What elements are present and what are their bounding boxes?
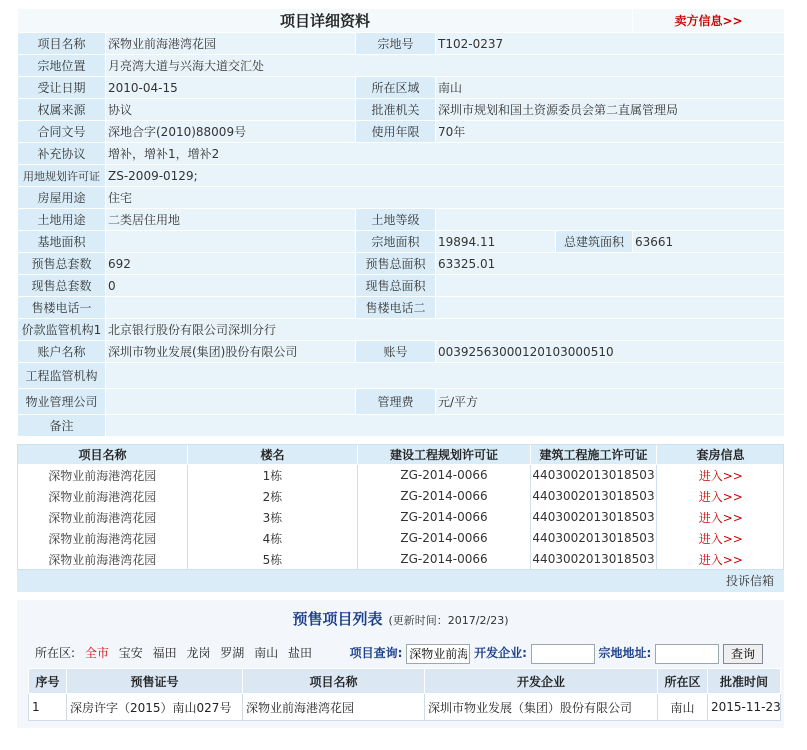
property-company-value — [106, 389, 356, 415]
fund-supervisor-value: 北京银行股份有限公司深圳分行 — [106, 319, 785, 341]
house-use-value: 住宅 — [106, 187, 785, 209]
presale-area-value: 63325.01 — [436, 253, 785, 275]
building-name: 1栋 — [188, 465, 358, 486]
phone2-value — [436, 297, 785, 319]
developer-input[interactable] — [531, 644, 595, 664]
accept-date-label: 受让日期 — [18, 77, 106, 99]
engineering-supervisor-label: 工程监管机构 — [18, 363, 106, 389]
current-units-value: 0 — [106, 275, 356, 297]
building-project: 深物业前海港湾花园 — [18, 549, 188, 570]
list-header-project: 项目名称 — [243, 669, 425, 694]
engineering-supervisor-value — [106, 363, 785, 389]
building-project: 深物业前海港湾花园 — [18, 528, 188, 549]
years-label: 使用年限 — [356, 121, 436, 143]
area-label: 所在区: — [35, 646, 76, 660]
developer-label: 开发企业: — [474, 646, 527, 660]
building-construct-permit: 4403002013018503 — [531, 486, 657, 507]
building-header-construct-permit: 建筑工程施工许可证 — [531, 445, 657, 465]
base-area-label: 基地面积 — [18, 231, 106, 253]
supplement-value: 增补，增补1，增补2 — [106, 143, 785, 165]
presale-updated: (更新时间：2017/2/23) — [388, 614, 509, 627]
row-project-link[interactable]: 深物业前海港湾花园 — [243, 694, 425, 721]
contract-value: 深地合字(2010)88009号 — [106, 121, 356, 143]
total-build-area-label: 总建筑面积 — [556, 231, 633, 253]
supplement-label: 补充协议 — [18, 143, 106, 165]
complaint-mailbox-link[interactable]: 投诉信箱 — [725, 574, 774, 588]
address-input[interactable] — [655, 644, 719, 664]
base-area-value — [106, 231, 356, 253]
mgmt-fee-value: 元/平方 — [436, 389, 785, 415]
remark-value — [106, 415, 785, 437]
land-area-value: 19894.11 — [436, 231, 556, 253]
approval-value: 深圳市规划和国土资源委员会第二直属管理局 — [436, 99, 785, 121]
account-no-value: 00392563000120103000510 — [436, 341, 785, 363]
years-value: 70年 — [436, 121, 785, 143]
phone1-label: 售楼电话一 — [18, 297, 106, 319]
row-date: 2015-11-23 — [708, 694, 781, 721]
project-name-label: 项目名称 — [18, 33, 106, 55]
building-plan-permit: ZG-2014-0066 — [358, 486, 531, 507]
building-header-project: 项目名称 — [18, 445, 188, 465]
total-build-area-value: 63661 — [633, 231, 785, 253]
building-plan-permit: ZG-2014-0066 — [358, 549, 531, 570]
project-query-label: 项目查询: — [349, 646, 403, 660]
planning-permit-value: ZS-2009-0129; — [106, 165, 785, 187]
current-units-label: 现售总套数 — [18, 275, 106, 297]
building-table — [17, 444, 785, 570]
building-name: 5栋 — [188, 549, 358, 570]
row-district: 南山 — [658, 694, 708, 721]
account-name-value: 深圳市物业发展(集团)股份有限公司 — [106, 341, 356, 363]
phone2-label: 售楼电话二 — [356, 297, 436, 319]
presale-section — [17, 600, 784, 728]
phone1-value — [106, 297, 356, 319]
right-source-value: 协议 — [106, 99, 356, 121]
land-use-value: 二类居住用地 — [106, 209, 356, 231]
area-link-longgang[interactable]: 龙岗 — [186, 646, 211, 660]
detail-title: 项目详细资料 — [18, 9, 633, 33]
area-link-yantian[interactable]: 盐田 — [287, 646, 312, 660]
building-row — [18, 549, 785, 570]
land-no-label: 宗地号 — [356, 33, 436, 55]
location-label: 宗地位置 — [18, 55, 106, 77]
account-name-label: 账户名称 — [18, 341, 106, 363]
list-header-no: 序号 — [29, 669, 67, 694]
list-header-developer: 开发企业 — [425, 669, 658, 694]
planning-permit-label: 用地规划许可证 — [18, 165, 106, 187]
building-construct-permit: 4403002013018503 — [531, 507, 657, 528]
district-value: 南山 — [436, 77, 785, 99]
district-label: 所在区域 — [356, 77, 436, 99]
row-cert-link[interactable]: 深房许字（2015）南山027号 — [67, 694, 243, 721]
building-name: 2栋 — [188, 486, 358, 507]
location-value: 月亮湾大道与兴海大道交汇处 — [106, 55, 785, 77]
contract-label: 合同文号 — [18, 121, 106, 143]
presale-area-label: 预售总面积 — [356, 253, 436, 275]
building-header-unit-info: 套房信息 — [657, 445, 785, 465]
land-grade-value — [436, 209, 785, 231]
list-header-district: 所在区 — [658, 669, 708, 694]
building-plan-permit: ZG-2014-0066 — [358, 465, 531, 486]
area-link-baoan[interactable]: 宝安 — [118, 646, 143, 660]
enter-link[interactable]: 进入>> — [657, 528, 785, 549]
building-construct-permit: 4403002013018503 — [531, 465, 657, 486]
building-name: 4栋 — [188, 528, 358, 549]
area-link-nanshan[interactable]: 南山 — [254, 646, 279, 660]
building-plan-permit: ZG-2014-0066 — [358, 528, 531, 549]
building-name: 3栋 — [188, 507, 358, 528]
enter-link[interactable]: 进入>> — [657, 486, 785, 507]
building-header-plan-permit: 建设工程规划许可证 — [358, 445, 531, 465]
building-plan-permit: ZG-2014-0066 — [358, 507, 531, 528]
building-project: 深物业前海港湾花园 — [18, 486, 188, 507]
project-detail-table — [17, 8, 785, 437]
land-area-label: 宗地面积 — [356, 231, 436, 253]
presale-filter-bar — [35, 642, 785, 664]
enter-link[interactable]: 进入>> — [657, 549, 785, 570]
complaint-bar — [17, 570, 784, 592]
building-project: 深物业前海港湾花园 — [18, 507, 188, 528]
project-query-input[interactable] — [406, 644, 470, 664]
area-link-all[interactable]: 全市 — [84, 646, 109, 660]
land-grade-label: 土地等级 — [356, 209, 436, 231]
account-no-label: 账号 — [356, 341, 436, 363]
house-use-label: 房屋用途 — [18, 187, 106, 209]
building-row — [18, 528, 785, 549]
seller-info-link[interactable]: 卖方信息>> — [633, 9, 785, 33]
query-button[interactable]: 查询 — [723, 644, 763, 664]
fund-supervisor-label: 价款监管机构1 — [18, 319, 106, 341]
presale-title: 预售项目列表 — [292, 610, 383, 628]
row-developer: 深圳市物业发展（集团）股份有限公司 — [425, 694, 658, 721]
building-row — [18, 507, 785, 528]
current-area-value — [436, 275, 785, 297]
mgmt-fee-label: 管理费 — [356, 389, 436, 415]
area-link-futian[interactable]: 福田 — [152, 646, 177, 660]
row-no: 1 — [29, 694, 67, 721]
current-area-label: 现售总面积 — [356, 275, 436, 297]
approval-label: 批准机关 — [356, 99, 436, 121]
building-construct-permit: 4403002013018503 — [531, 549, 657, 570]
project-name-value: 深物业前海港湾花园 — [106, 33, 356, 55]
presale-units-label: 预售总套数 — [18, 253, 106, 275]
list-header-cert: 预售证号 — [67, 669, 243, 694]
enter-link[interactable]: 进入>> — [657, 465, 785, 486]
presale-list-table — [28, 668, 781, 721]
presale-units-value: 692 — [106, 253, 356, 275]
building-row — [18, 465, 785, 486]
table-row — [29, 694, 781, 721]
right-source-label: 权属来源 — [18, 99, 106, 121]
property-company-label: 物业管理公司 — [18, 389, 106, 415]
area-link-luohu[interactable]: 罗湖 — [220, 646, 245, 660]
building-construct-permit: 4403002013018503 — [531, 528, 657, 549]
building-project: 深物业前海港湾花园 — [18, 465, 188, 486]
building-header-name: 楼名 — [188, 445, 358, 465]
building-row — [18, 486, 785, 507]
list-header-date: 批准时间 — [708, 669, 781, 694]
remark-label: 备注 — [18, 415, 106, 437]
presale-title-row — [17, 608, 784, 629]
accept-date-value: 2010-04-15 — [106, 77, 356, 99]
land-no-value: T102-0237 — [436, 33, 785, 55]
address-label: 宗地地址: — [598, 646, 652, 660]
land-use-label: 土地用途 — [18, 209, 106, 231]
enter-link[interactable]: 进入>> — [657, 507, 785, 528]
